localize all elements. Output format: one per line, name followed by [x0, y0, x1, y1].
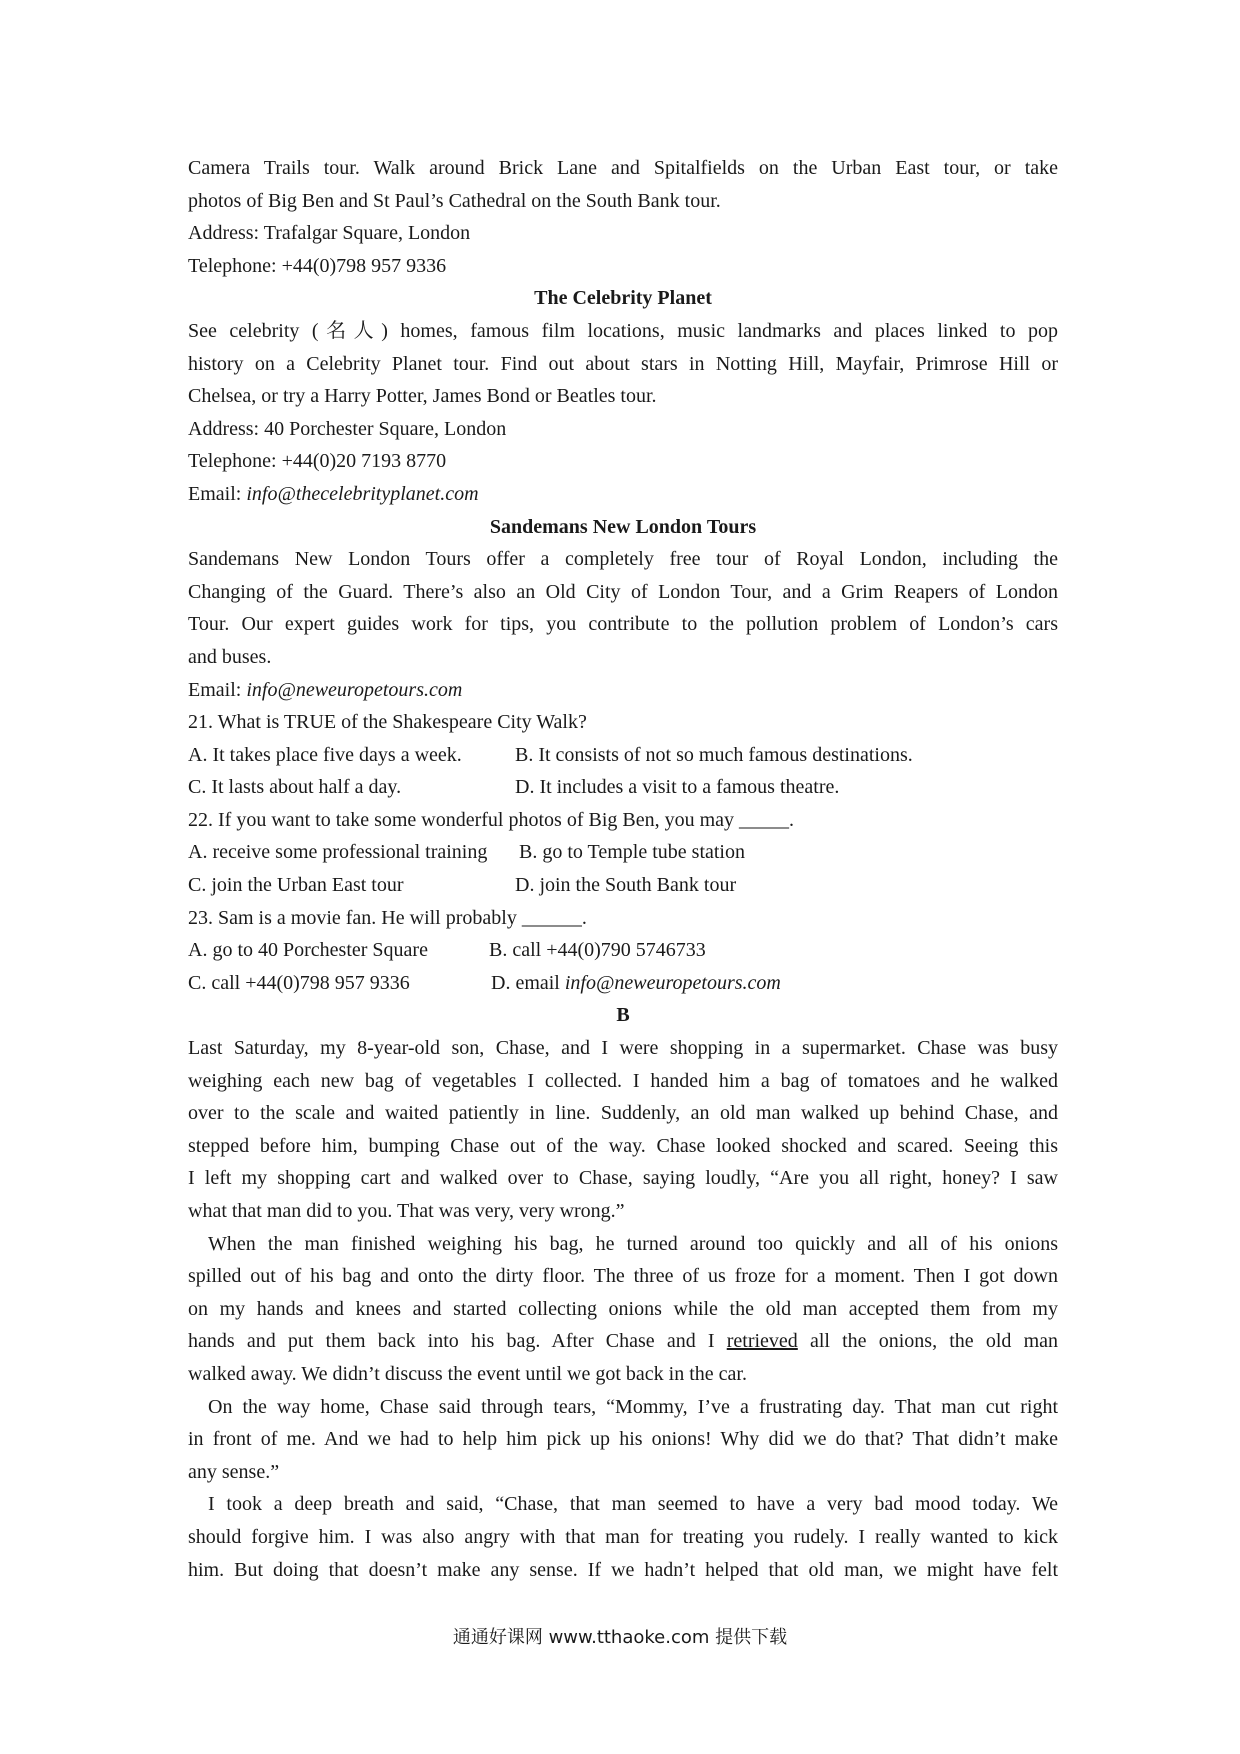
question-21-stem: 21. What is TRUE of the Shakespeare City Walk?: [188, 711, 587, 734]
camera-trails-text-line: photos of Big Ben and St Paul’s Cathedral on the South Bank tour.: [188, 189, 721, 212]
section-b-label: B: [616, 1004, 630, 1027]
sandemans-email-line: [188, 674, 1058, 707]
camera-trails-text-line: Camera Trails tour. Walk around Brick Lane and Spitalfields on the Urban East tour, or take: [188, 157, 1058, 179]
passage-line: Last Saturday, my 8-year-old son, Chase, and I were shopping in a supermarket. Chase was busy: [188, 1037, 1058, 1060]
document-page: [188, 152, 1058, 1586]
option-b: B. call +44(0)790 5746733: [489, 939, 706, 962]
sandemans-heading: Sandemans New London Tours: [489, 515, 757, 538]
passage-line: [188, 1325, 1058, 1358]
option-b: B. go to Temple tube station: [519, 841, 745, 864]
sandemans-text-line: Tour. Our expert guides work for tips, you contribute to the pollution problem of London’s cars: [188, 613, 1058, 636]
option-b: B. It consists of not so much famous destinations.: [515, 743, 913, 766]
question-23-options-row: [188, 967, 1058, 1000]
option-a: A. go to 40 Porchester Square: [188, 939, 428, 962]
passage-line: any sense.”: [188, 1460, 280, 1483]
celebrity-planet-text-line: See celebrity (名人) homes, famous film locations, music landmarks and places linked to pop: [188, 319, 1058, 342]
question-22-options-row: [188, 836, 1058, 869]
question-23-stem: 23. Sam is a movie fan. He will probably ______.: [188, 906, 587, 929]
email-label: Email:: [188, 482, 247, 505]
question-21-options-row: [188, 771, 1058, 804]
option-d: D. It includes a visit to a famous theatre.: [515, 776, 840, 799]
camera-trails-address: Address: Trafalgar Square, London: [188, 222, 471, 245]
passage-text: hands and put them back into his bag. After Chase and I: [188, 1330, 727, 1353]
option-c: C. It lasts about half a day.: [188, 776, 402, 799]
sandemans-text-line: Sandemans New London Tours offer a completely free tour of Royal London, including the: [188, 548, 1058, 571]
option-d-prefix: D. email: [491, 971, 565, 994]
celebrity-planet-phone: Telephone: +44(0)20 7193 8770: [188, 450, 447, 473]
sandemans-text-line: Changing of the Guard. There’s also an Old City of London Tour, and a Grim Reapers of London: [188, 580, 1058, 603]
option-a: A. receive some professional training: [188, 841, 488, 864]
passage-line: I left my shopping cart and walked over to Chase, saying loudly, “Are you all right, honey? I saw: [188, 1167, 1058, 1190]
celebrity-planet-text-line: Chelsea, or try a Harry Potter, James Bond or Beatles tour.: [188, 385, 657, 408]
celebrity-planet-email-line: [188, 478, 1058, 511]
page-footer: 通通好课网 www.tthaoke.com 提供下载: [452, 1627, 788, 1648]
option-c: C. join the Urban East tour: [188, 874, 404, 897]
celebrity-planet-heading: The Celebrity Planet: [534, 287, 712, 310]
passage-line: walked away. We didn’t discuss the event until we got back in the car.: [188, 1362, 747, 1385]
passage-line: over to the scale and waited patiently in line. Suddenly, an old man walked up behind Chase, and: [188, 1102, 1058, 1125]
passage-line: stepped before him, bumping Chase out of the way. Chase looked shocked and scared. Seeing this: [188, 1134, 1058, 1157]
passage-line: On the way home, Chase said through tears, “Mommy, I’ve a frustrating day. That man cut right: [208, 1395, 1058, 1418]
option-d-email: info@neweuropetours.com: [564, 971, 781, 994]
underlined-word: retrieved: [726, 1330, 798, 1353]
passage-line: what that man did to you. That was very, very wrong.”: [188, 1200, 625, 1222]
question-22-options-row: [188, 869, 1058, 902]
celebrity-planet-email: info@thecelebrityplanet.com: [246, 482, 479, 505]
camera-trails-phone: Telephone: +44(0)798 957 9336: [188, 254, 447, 277]
question-22-stem: 22. If you want to take some wonderful photos of Big Ben, you may _____.: [188, 808, 795, 831]
option-a: A. It takes place five days a week.: [188, 743, 462, 766]
option-d: [491, 967, 781, 1000]
passage-line: should forgive him. I was also angry with that man for treating you rudely. I really wanted to kick: [188, 1525, 1058, 1548]
sandemans-email: info@neweuropetours.com: [246, 678, 463, 701]
celebrity-planet-address: Address: 40 Porchester Square, London: [188, 417, 507, 440]
passage-line: him. But doing that doesn’t make any sense. If we hadn’t helped that old man, we might have felt: [188, 1558, 1058, 1581]
passage-line: When the man finished weighing his bag, he turned around too quickly and all of his onions: [208, 1232, 1058, 1255]
celebrity-planet-text-line: history on a Celebrity Planet tour. Find out about stars in Notting Hill, Mayfair, Primrose Hill or: [188, 352, 1058, 375]
option-c: C. call +44(0)798 957 9336: [188, 971, 410, 994]
email-label: Email:: [188, 678, 247, 701]
passage-line: spilled out of his bag and onto the dirty floor. The three of us froze for a moment. Then I got down: [188, 1265, 1058, 1288]
question-23-options-row: [188, 934, 1058, 967]
question-21-options-row: [188, 739, 1058, 772]
option-d: D. join the South Bank tour: [515, 874, 737, 897]
passage-text: all the onions, the old man: [797, 1330, 1059, 1353]
passage-line: weighing each new bag of vegetables I collected. I handed him a bag of tomatoes and he walked: [188, 1069, 1058, 1092]
sandemans-text-line: and buses.: [188, 645, 272, 668]
passage-line: in front of me. And we had to help him pick up his onions! Why did we do that? That didn’t make: [188, 1428, 1058, 1451]
passage-line: I took a deep breath and said, “Chase, that man seemed to have a very bad mood today. We: [208, 1493, 1058, 1516]
passage-line: on my hands and knees and started collecting onions while the old man accepted them from my: [188, 1297, 1058, 1320]
